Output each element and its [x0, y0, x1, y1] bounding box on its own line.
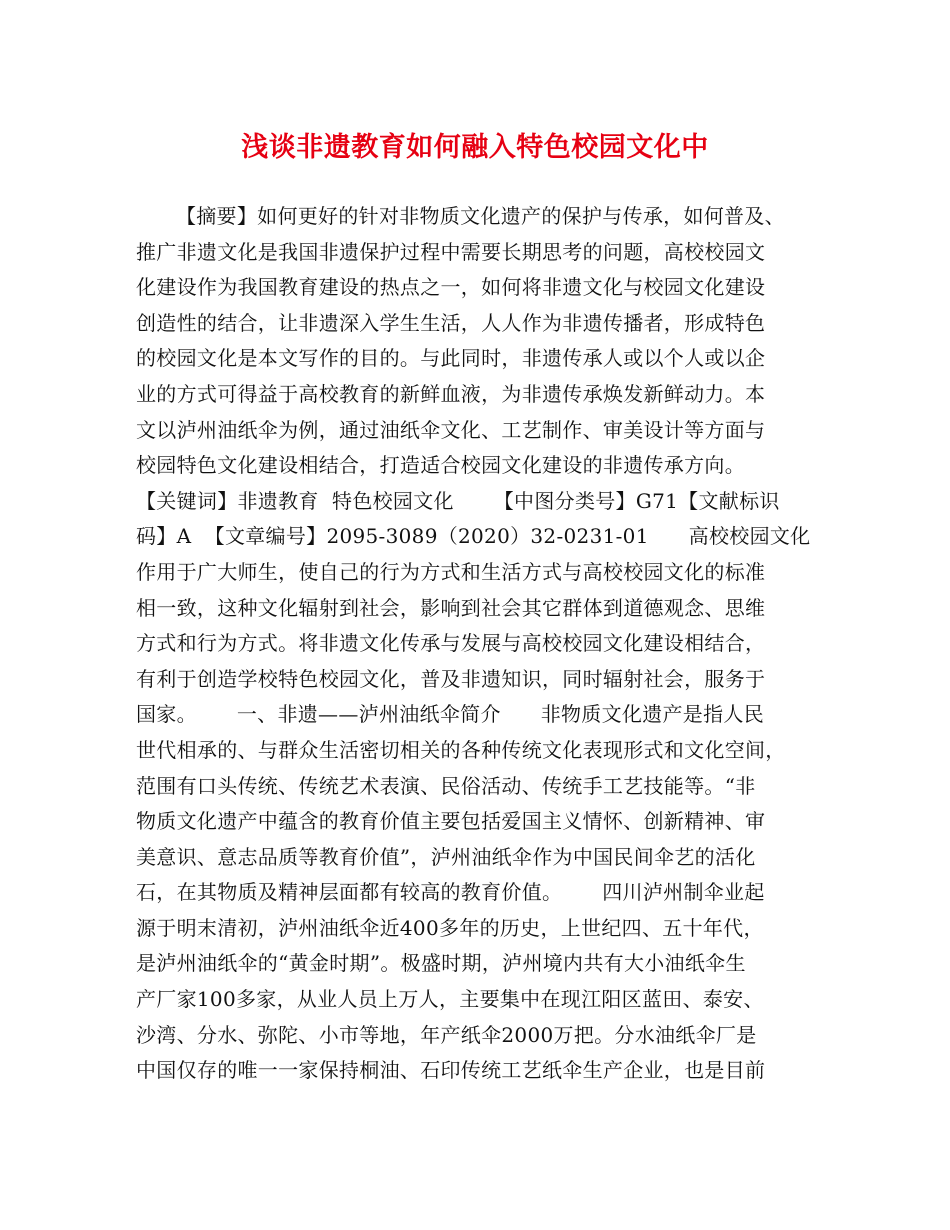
body-line: 方式和行为方式。将非遗文化传承与发展与高校校园文化建设相结合， — [136, 631, 766, 656]
body-line: 源于明末清初，泸州油纸伞近400多年的历史，上世纪四、五十年代， — [136, 915, 764, 940]
body-line: 是泸州油纸伞的“黄金时期”。极盛时期，泸州境内共有大小油纸伞生 — [136, 951, 746, 976]
body-line: 范围有口头传统、传统艺术表演、民俗活动、传统手工艺技能等。“非 — [136, 773, 756, 798]
body-line: 创造性的结合，让非遗深入学生生活，人人作为非遗传播者，形成特色 — [136, 310, 766, 335]
body-line: 作用于广大师生，使自己的行为方式和生活方式与高校校园文化的标准 — [136, 559, 766, 584]
body-line: 中国仅存的唯一一家保持桐油、石印传统工艺纸伞生产企业，也是目前 — [136, 1058, 766, 1083]
body-line: 沙湾、分水、弥陀、小市等地，年产纸伞2000万把。分水油纸伞厂是 — [136, 1022, 757, 1047]
body-line: 物质文化遗产中蕴含的教育价值主要包括爱国主义情怀、创新精神、审 — [136, 809, 766, 834]
body-line: 世代相承的、与群众生活密切相关的各种传统文化表现形式和文化空间， — [136, 737, 786, 762]
body-line: 国家。 一、非遗——泸州油纸伞简介 非物质文化遗产是指人民 — [136, 702, 764, 727]
document-body — [136, 199, 826, 1089]
body-line: 产厂家100多家，从业人员上万人，主要集中在现江阳区蓝田、泰安、 — [136, 987, 764, 1012]
body-line: 文以泸州油纸伞为例，通过油纸伞文化、工艺制作、审美设计等方面与 — [136, 417, 766, 442]
document-title: 浅谈非遗教育如何融入特色校园文化中 — [241, 132, 709, 163]
body-line: 校园特色文化建设相结合，打造适合校园文化建设的非遗传承方向。 — [136, 453, 745, 478]
body-line: 化建设作为我国教育建设的热点之一，如何将非遗文化与校园文化建设 — [136, 275, 766, 300]
body-line: 推广非遗文化是我国非遗保护过程中需要长期思考的问题，高校校园文 — [136, 239, 766, 264]
body-line: 业的方式可得益于高校教育的新鲜血液，为非遗传承焕发新鲜动力。本 — [136, 381, 766, 406]
body-line: 石，在其物质及精神层面都有较高的教育价值。 四川泸州制伞业起 — [136, 880, 765, 905]
body-line: 码】A 【文章编号】2095-3089（2020）32-0231-01 高校校园文化 — [136, 524, 811, 549]
body-line: 美意识、意志品质等教育价值”，泸州油纸伞作为中国民间伞艺的活化 — [136, 844, 756, 869]
body-line: 【关键词】非遗教育 特色校园文化 【中图分类号】G71【文献标识 — [136, 488, 780, 513]
body-line: 有利于创造学校特色校园文化，普及非遗知识，同时辐射社会，服务于 — [136, 666, 766, 691]
body-line: 的校园文化是本文写作的目的。与此同时，非遗传承人或以个人或以企 — [136, 346, 766, 371]
body-line: 相一致，这种文化辐射到社会，影响到社会其它群体到道德观念、思维 — [136, 595, 766, 620]
body-line: 【摘要】如何更好的针对非物质文化遗产的保护与传承，如何普及、 — [136, 204, 785, 228]
